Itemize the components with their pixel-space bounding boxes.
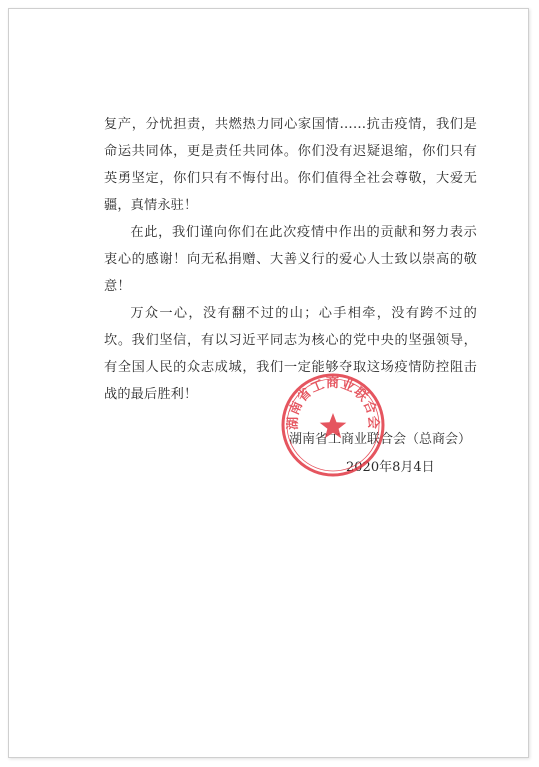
seal-star-icon [320,413,347,438]
paragraph-continued: 复产，分忧担责，共燃热力同心家国情……抗击疫情，我们是命运共同体，更是责任共同体。你们没有迟疑退缩，你们只有英勇坚定，你们只有不悔付出。你们值得全社会尊敬，大爱无疆，真情永驻！ [104,117,477,213]
letter-body [104,111,477,408]
paragraph-unity: 万众一心，没有翻不过的山；心手相牵，没有跨不过的坎。我们坚信，有以习近平同志为核心的党中央的坚强领导，有全国人民的众志成城，我们一定能够夺取这场疫情防控阻击战的最后胜利！ [104,306,477,402]
paragraph-thanks: 在此，我们谨向你们在此次疫情中作出的贡献和努力表示衷心的感谢！向无私捐赠、大善义行的爱心人士致以崇高的敬意！ [104,225,477,294]
official-seal-stamp [279,371,387,479]
signature-organization: 湖南省工商业联合会（总商会） [289,432,472,447]
signature-date: 2020年8月4日 [346,460,435,475]
document-page [8,8,529,758]
seal-text: 湖南省工商业联合会 [285,376,381,430]
